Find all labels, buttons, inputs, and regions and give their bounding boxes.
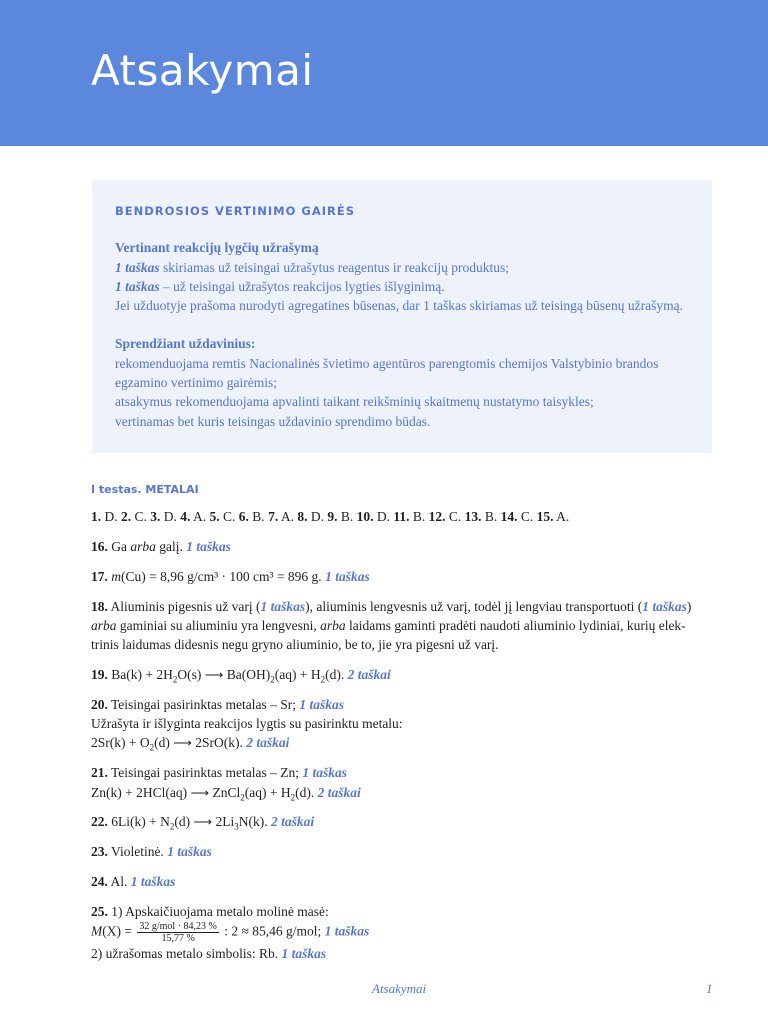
guideline-line: [115, 277, 689, 296]
answer-item: 4. A.: [180, 509, 210, 525]
points-label: 1 taškas: [325, 568, 370, 584]
points-label: 1 taškas: [115, 278, 160, 294]
answer-item: 3. D.: [150, 509, 181, 525]
answer-item: 10. D.: [356, 509, 394, 525]
answer-24: 24. Al. 1 taškas: [91, 873, 176, 889]
guideline-line: Jei užduotyje prašoma nurodyti agregatines būsenas, dar 1 taškas skiriamas už teisingą būsenų užrašymą.: [115, 298, 683, 314]
guidelines-title: BENDROSIOS VERTINIMO GAIRĖS: [115, 204, 356, 218]
guidelines-subtitle-equations: Vertinant reakcijų lygčių užrašymą: [115, 240, 319, 256]
answer-item: 5. C.: [209, 509, 239, 525]
answer-20: 20. Teisingai pasirinktas metalas – Sr; 1 taškas Užrašyta ir išlyginta reakcijos lygtis su pasirinktu metalu: $2Sr(k) + O_2(d)$ ⟶ 2SrO(k). 2 taškai: [91, 696, 403, 754]
guideline-line: [115, 258, 689, 277]
answer-item: 7. A.: [268, 509, 298, 525]
guideline-text: skiriamas už teisingai užrašytus reagentus ir reakcijų produktus;: [159, 259, 510, 275]
answer-item: 14. C.: [500, 509, 537, 525]
answer-23: 23. Violetinė. 1 taškas: [91, 844, 212, 860]
answer-item: 9. B.: [327, 509, 357, 525]
footer-title: Atsakymai: [372, 981, 427, 996]
points-label: 1 taškas: [186, 539, 231, 555]
fraction: $\frac{\text{32 g/mol · 84,23 \%}}{15,77 \%}$: [139, 921, 217, 945]
answer-25: 25. 1) Apskaičiuojama metalo molinė masė: M(X) = $\frac{\text{32 g/mol · 84,23 \%}}{15,77 \%}$ : 2 ≈ 85,46 g/mol; 1 taškas 2) užrašomas metalo simbolis: Rb. 1 taškas: [91, 903, 370, 962]
answer-item: 8. D.: [297, 509, 328, 525]
answer-21: 21. Teisingai pasirinktas metalas – Zn; 1 taškas Zn(k) + 2HCl(aq) ⟶ ZnCl$_2$(aq) + $H_2(d)$. 2 taškai: [91, 765, 361, 803]
answer-item: 13. B.: [464, 509, 501, 525]
answer-item: 1. D.: [91, 509, 121, 525]
points-label: 2 taškai: [347, 667, 391, 683]
guideline-line: vertinamas bet kuris teisingas uždavinio sprendimo būdas.: [115, 413, 431, 429]
answers-content: [91, 480, 713, 974]
answer-line-1-15: [91, 507, 713, 526]
answer-19: 19. $Ba(k) + 2H_2O(s)$ ⟶ $Ba(OH)_2(aq) + H_2(d)$. 2 taškai: [91, 667, 391, 685]
answer-item: 11. B.: [393, 509, 429, 525]
answer-17: 17. m(Cu) = 8,96 g/cm³ · 100 cm³ = 896 g. 1 taškas: [91, 568, 370, 584]
guidelines-box: [92, 180, 712, 453]
answer-item: 12. C.: [428, 509, 465, 525]
page-title: Atsakymai: [91, 46, 314, 95]
answer-item: 15. A.: [536, 509, 570, 525]
section-title: I testas. METALAI: [91, 483, 199, 496]
answer-16: 16. Ga arba galį. 1 taškas: [91, 539, 231, 555]
answer-22: 22. $6Li(k) + N_2(d)$ ⟶ $2Li_3N(k)$. 2 taškai: [91, 814, 315, 833]
answer-item: 6. B.: [238, 509, 269, 525]
answer-item: 2. C.: [121, 509, 151, 525]
answer-18: 18. Aliuminis pigesnis už varį (1 taškas), aliuminis lengvesnis už varį, todėl jį lengviau transportuoti (1 taškas) arba gaminiai su aliuminiu yra lengvesni, arba laidams gaminti pradėti naudoti aliuminio lydiniai, kurių elek- trinis laidumas didesnis negu gryno aliuminio, be to, jie yra pigesni už varį.: [91, 598, 692, 653]
header-banner: [0, 0, 768, 146]
guideline-text: – už teisingai užrašytos reakcijos lygties išlyginimą.: [159, 278, 445, 294]
page-number: 1: [706, 981, 713, 996]
guidelines-subtitle-problems: Sprendžiant uždavinius:: [115, 336, 256, 352]
points-label: 1 taškas: [115, 259, 160, 275]
guideline-line: atsakymus rekomenduojama apvalinti taikant reikšminių skaitmenų nustatymo taisykles;: [115, 394, 594, 410]
guideline-line: rekomenduojama remtis Nacionalinės švietimo agentūros parengtomis chemijos Valstybinio brandos egzamino vertinimo gairėmis;: [115, 355, 659, 391]
